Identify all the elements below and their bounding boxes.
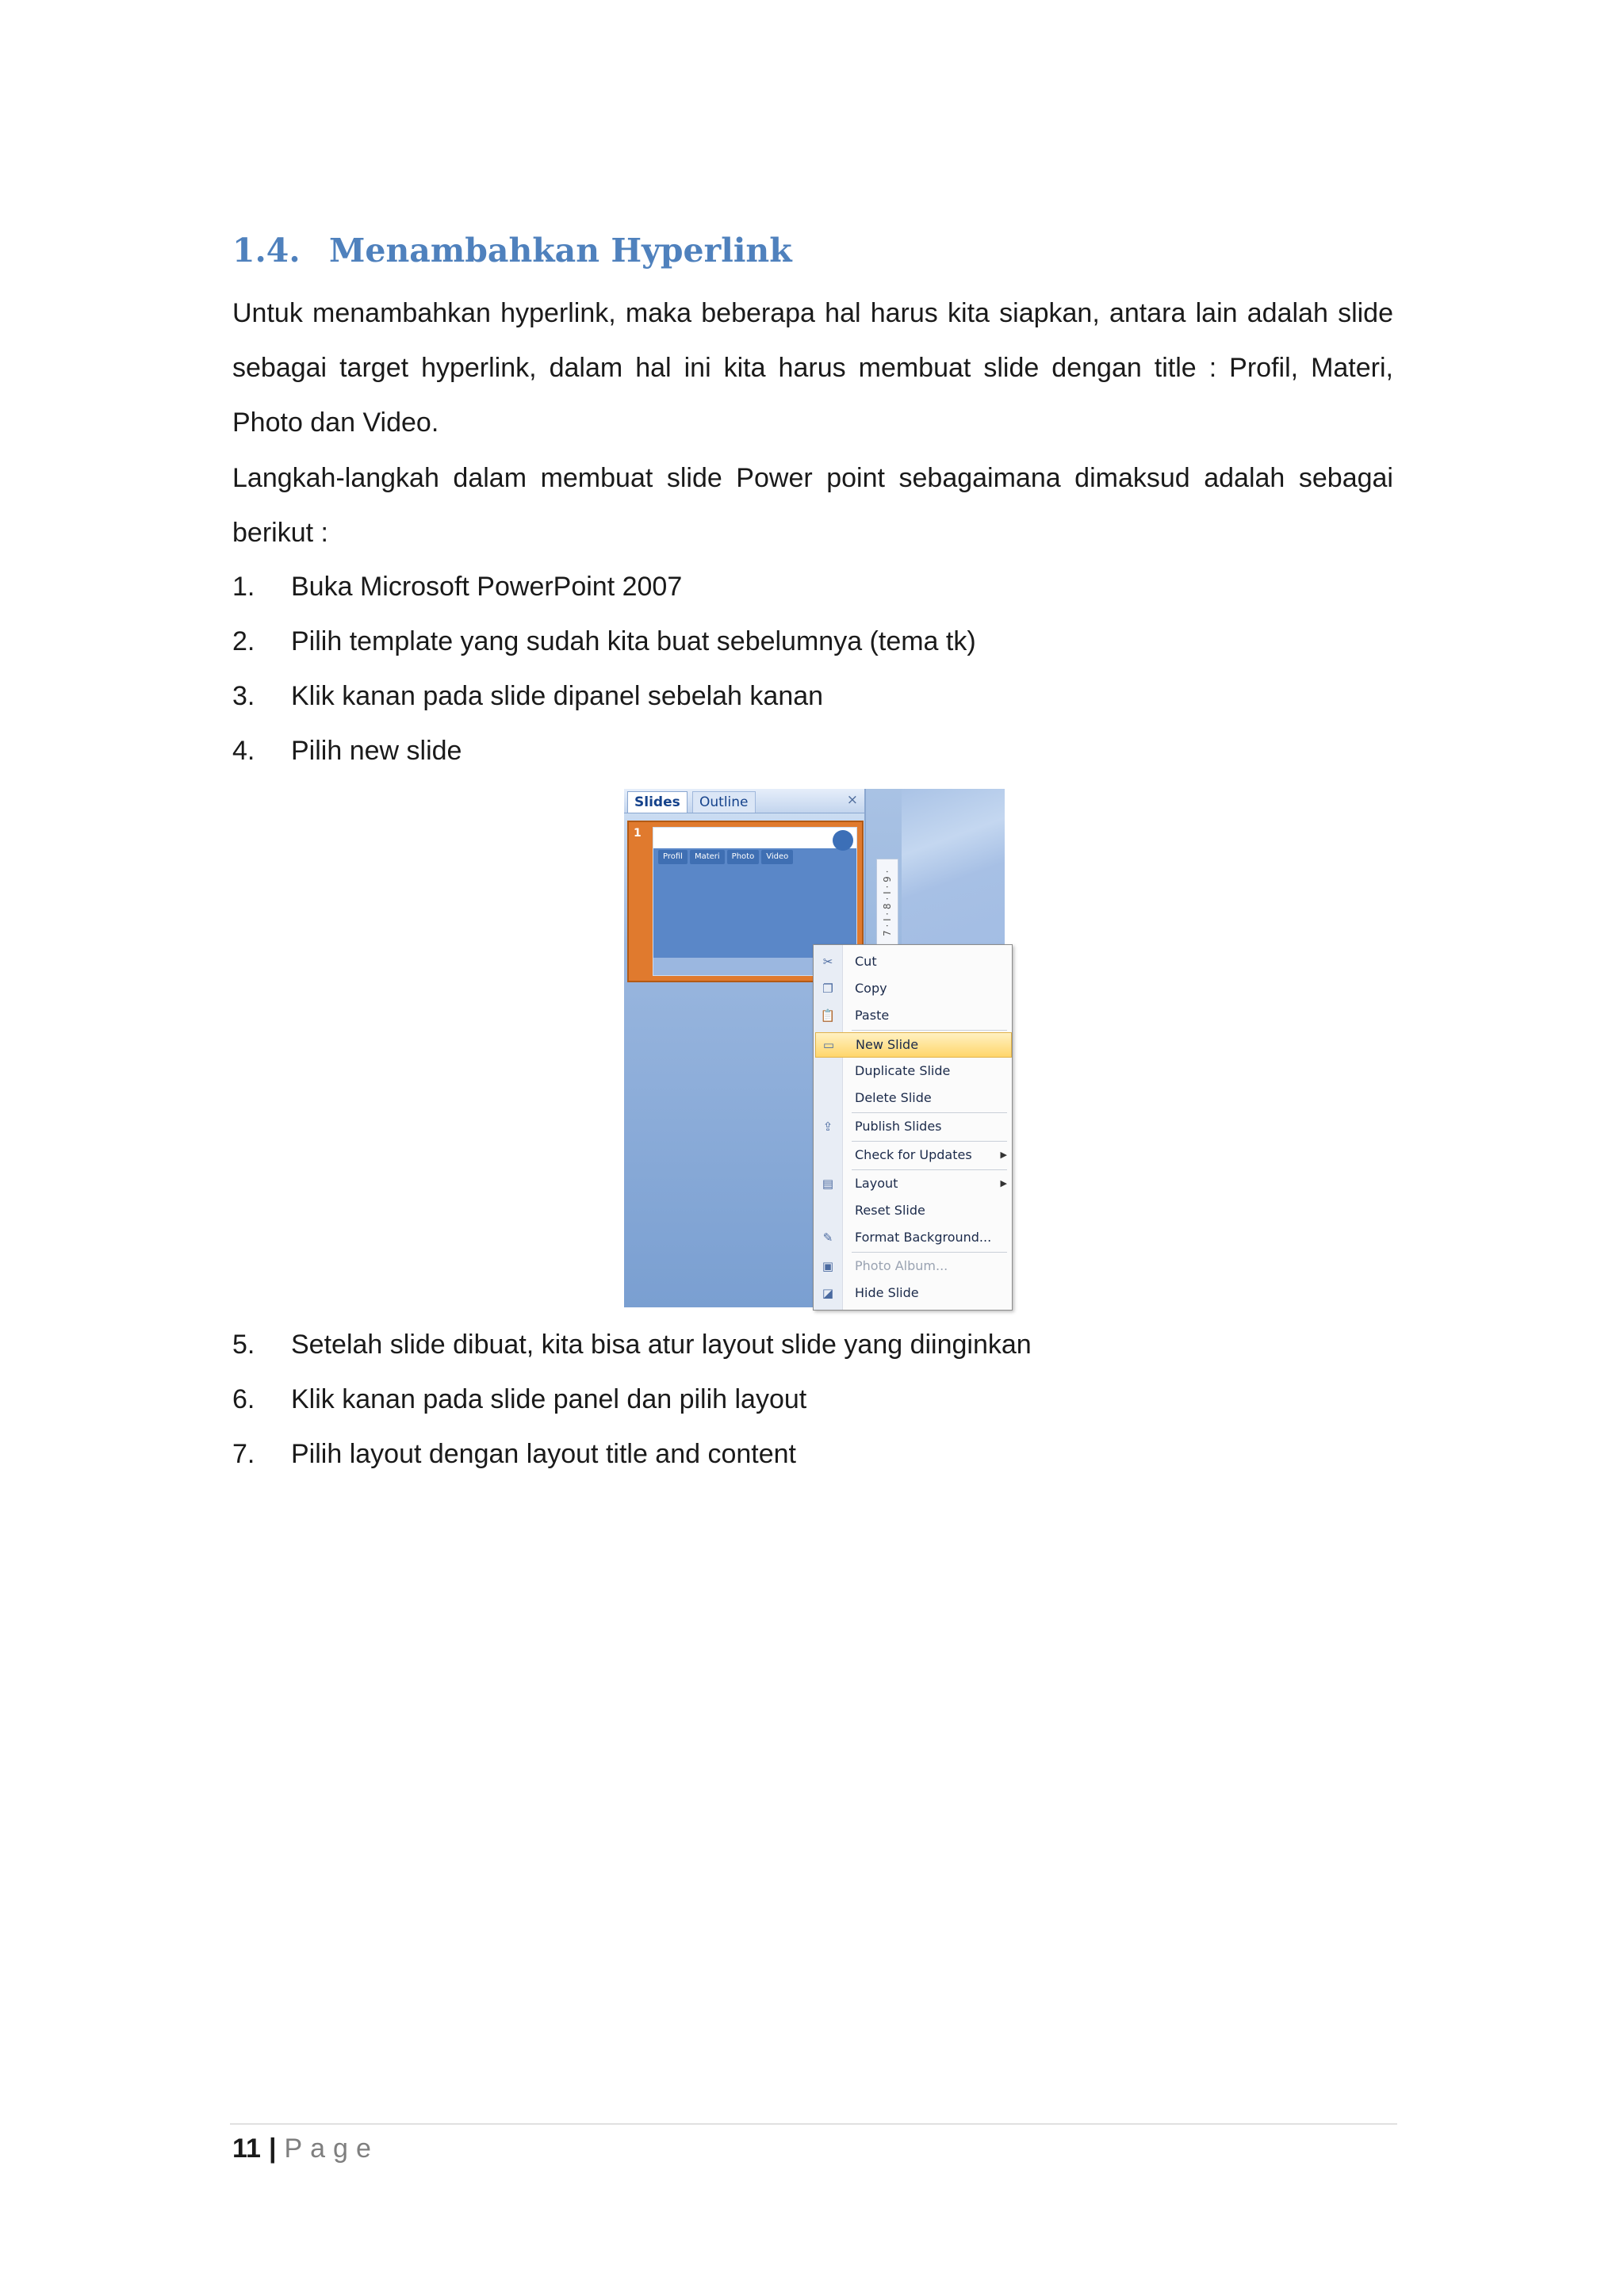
list-item: 4. Pilih new slide xyxy=(232,736,462,766)
menu-item-copy[interactable]: ❐ Copy xyxy=(815,977,1010,1001)
list-item: 3. Klik kanan pada slide dipanel sebelah kanan xyxy=(232,681,824,711)
page-label: Page xyxy=(284,2133,379,2164)
menu-item-publish-slides[interactable]: ⇪ Publish Slides xyxy=(815,1115,1010,1138)
menu-item-delete-slide[interactable]: Delete Slide xyxy=(855,1090,932,1105)
menu-separator xyxy=(852,1030,1007,1031)
powerpoint-screenshot xyxy=(624,789,1005,1307)
list-item: 7. Pilih layout dengan layout title and content xyxy=(232,1439,797,1469)
steps-list-first xyxy=(232,560,976,779)
menu-item-cut[interactable]: ✂ Cut xyxy=(815,950,1010,974)
footer-divider xyxy=(230,2123,1397,2125)
menu-item-reset-slide[interactable]: Reset Slide xyxy=(855,1203,925,1218)
format-background-icon: ✎ xyxy=(822,1230,833,1245)
section-heading xyxy=(232,232,792,270)
menu-item-layout[interactable]: ▤ Layout ▶ xyxy=(815,1172,1010,1196)
list-item: 6. Klik kanan pada slide panel dan pilih layout xyxy=(232,1384,807,1414)
context-menu xyxy=(813,944,1013,1311)
section-number: 1.4. xyxy=(232,232,301,270)
thumb-button-photo: Photo xyxy=(727,850,760,864)
scissors-icon: ✂ xyxy=(822,955,833,969)
menu-item-check-for-updates[interactable]: Check for Updates ▶ xyxy=(815,1143,1010,1167)
close-icon[interactable]: × xyxy=(846,792,858,808)
logo-icon xyxy=(833,830,853,851)
copy-icon: ❐ xyxy=(822,982,833,996)
menu-item-paste[interactable]: 📋 Paste xyxy=(820,1008,890,1023)
thumb-button-profil: Profil xyxy=(658,850,688,864)
layout-icon: ▤ xyxy=(822,1177,834,1191)
photo-album-icon: ▣ xyxy=(822,1259,834,1273)
section-title: Menambahkan Hyperlink xyxy=(329,232,792,270)
steps-list-second xyxy=(232,1318,1032,1482)
menu-item-duplicate-slide[interactable]: Duplicate Slide xyxy=(855,1063,951,1078)
menu-item-photo-album: ▣ Photo Album... xyxy=(815,1254,1010,1278)
list-item: 1. Buka Microsoft PowerPoint 2007 xyxy=(232,572,683,602)
tab-slides[interactable]: Slides xyxy=(627,791,688,813)
menu-item-format-background[interactable]: ✎ Format Background... xyxy=(815,1226,1010,1249)
thumb-nav-buttons xyxy=(658,850,793,864)
tab-outline[interactable]: Outline xyxy=(692,791,756,813)
steps-intro-paragraph: Langkah-langkah dalam membuat slide Power point sebagaimana dimaksud adalah sebagai berikut : xyxy=(232,463,1393,548)
submenu-arrow-icon: ▶ xyxy=(1000,1150,1007,1160)
vertical-ruler: 7 · I · 8 · I · 9 · xyxy=(876,859,898,947)
thumb-button-video: Video xyxy=(761,850,793,864)
new-slide-icon: ▭ xyxy=(822,1038,835,1052)
panel-tabbar xyxy=(624,789,864,813)
menu-separator xyxy=(852,1169,1007,1170)
hide-slide-icon: ◪ xyxy=(822,1286,834,1300)
list-item: 5. Setelah slide dibuat, kita bisa atur layout slide yang diinginkan xyxy=(232,1330,1032,1360)
intro-paragraph: Untuk menambahkan hyperlink, maka beberapa hal harus kita siapkan, antara lain adalah slide sebagai target hyperlink, dalam hal ini kita harus membuat slide dengan title : Profil, Materi, Photo dan Video. xyxy=(232,298,1393,438)
page-number: 11 xyxy=(232,2133,261,2164)
menu-separator xyxy=(852,1112,1007,1113)
publish-icon: ⇪ xyxy=(822,1119,833,1134)
menu-separator xyxy=(852,1141,1007,1142)
footer-separator: | xyxy=(268,2133,277,2164)
slide-number: 1 xyxy=(634,827,642,840)
menu-item-hide-slide[interactable]: ◪ Hide Slide xyxy=(815,1281,1010,1305)
menu-separator xyxy=(852,1252,1007,1253)
submenu-arrow-icon: ▶ xyxy=(1000,1178,1007,1188)
page-footer xyxy=(232,2129,379,2168)
thumb-button-materi: Materi xyxy=(690,850,725,864)
list-item: 2. Pilih template yang sudah kita buat sebelumnya (tema tk) xyxy=(232,626,976,656)
paste-icon: 📋 xyxy=(820,1008,836,1023)
menu-item-new-slide[interactable]: ▭ New Slide xyxy=(815,1032,1012,1058)
